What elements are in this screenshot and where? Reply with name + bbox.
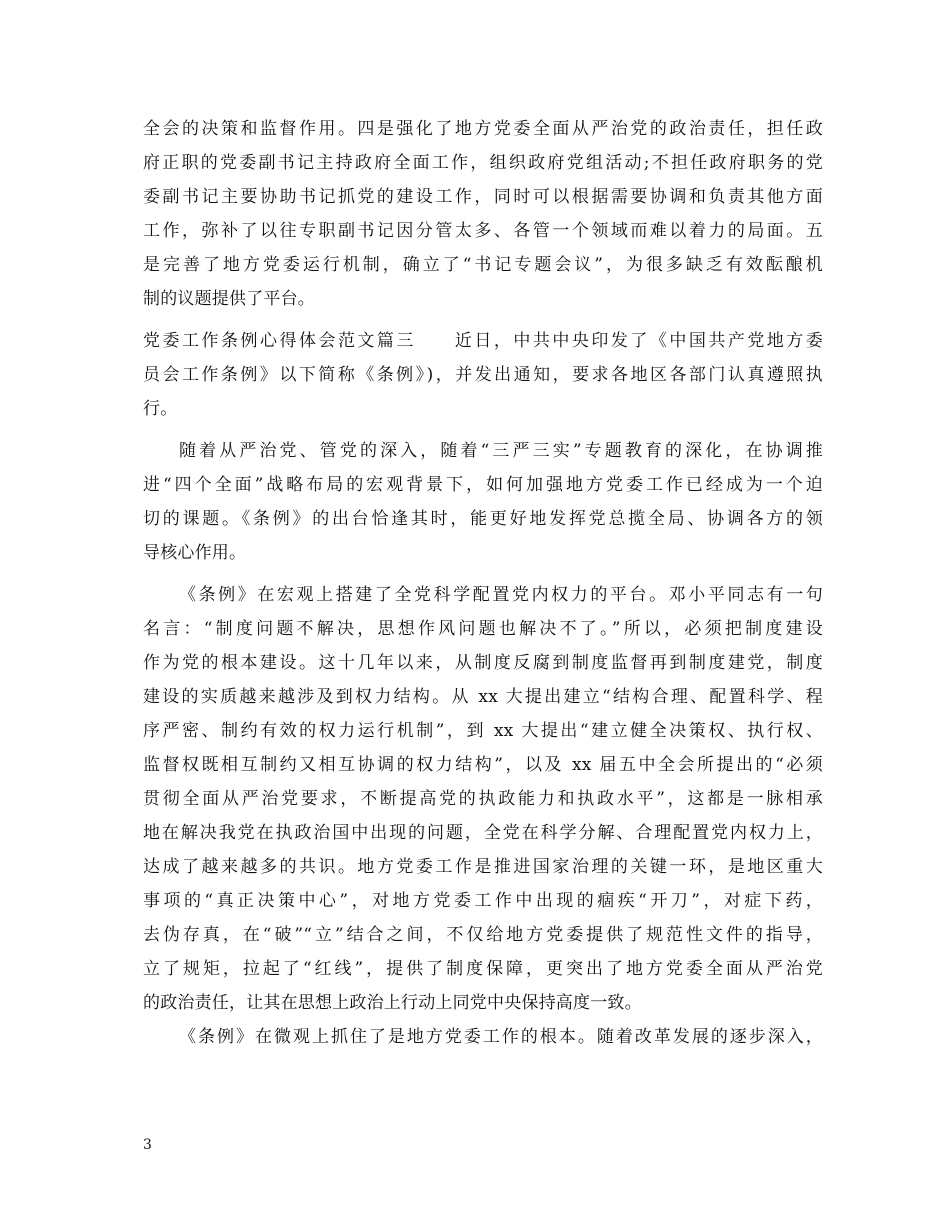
section-heading-line: 党委工作条例心得体会范文篇三 近日，中共中央印发了《中国共产党地方委 <box>143 331 823 351</box>
text-line: 制的议题提供了平台。 <box>143 289 315 309</box>
text-line: 导核心作用。 <box>143 543 247 563</box>
text-line: 贯彻全面从严治党要求，不断提高党的执政能力和执政水平”，这都是一脉相承 <box>143 789 823 809</box>
text-line: 作为党的根本建设。这十几年以来，从制度反腐到制度监督再到制度建党，制度 <box>143 653 823 673</box>
paragraph-first-line: 《条例》在微观上抓住了是地方党委工作的根本。随着改革发展的逐步深入， <box>179 1027 823 1047</box>
text-line: 员会工作条例》以下简称《条例》)，并发出通知，要求各地区各部门认真遵照执 <box>143 365 823 385</box>
text-line: 工作，弥补了以往专职副书记因分管太多、各管一个领域而难以着力的局面。五 <box>143 221 823 241</box>
paragraph-first-line: 《条例》在宏观上搭建了全党科学配置党内权力的平台。邓小平同志有一句 <box>179 585 823 605</box>
text-line: 监督权既相互制约又相互协调的权力结构”，以及 xx 届五中全会所提出的“必须 <box>143 755 823 775</box>
text-line: 事项的“真正决策中心”，对地方党委工作中出现的痼疾“开刀”，对症下药， <box>143 891 823 911</box>
text-line: 委副书记主要协助书记抓党的建设工作，同时可以根据需要协调和负责其他方面 <box>143 187 823 207</box>
text-line: 进“四个全面”战略布局的宏观背景下，如何加强地方党委工作已经成为一个迫 <box>143 475 823 495</box>
text-line: 地在解决我党在执政治国中出现的问题，全党在科学分解、合理配置党内权力上， <box>143 823 823 843</box>
text-line: 达成了越来越多的共识。地方党委工作是推进国家治理的关键一环，是地区重大 <box>143 857 823 877</box>
text-line: 府正职的党委副书记主持政府全面工作，组织政府党组活动;不担任政府职务的党 <box>143 153 823 173</box>
text-line: 名言：“制度问题不解决，思想作风问题也解决不了。”所以，必须把制度建设 <box>143 619 823 639</box>
text-line: 的政治责任，让其在思想上政治上行动上同党中央保持高度一致。 <box>143 993 642 1013</box>
text-line: 序严密、制约有效的权力运行机制”，到 xx 大提出“建立健全决策权、执行权、 <box>143 721 823 741</box>
page-number: 3 <box>143 1137 152 1153</box>
text-line: 是完善了地方党委运行机制，确立了“书记专题会议”，为很多缺乏有效酝酿机 <box>143 255 823 275</box>
text-line: 建设的实质越来越涉及到权力结构。从 xx 大提出建立“结构合理、配置科学、程 <box>143 687 823 707</box>
text-line: 全会的决策和监督作用。四是强化了地方党委全面从严治党的政治责任，担任政 <box>143 119 823 139</box>
text-line: 行。 <box>143 399 178 419</box>
text-line: 切的课题。《条例》的出台恰逢其时，能更好地发挥党总揽全局、协调各方的领 <box>143 509 823 529</box>
text-line: 立了规矩，拉起了“红线”，提供了制度保障，更突出了地方党委全面从严治党 <box>143 959 823 979</box>
text-line: 去伪存真，在“破”“立”结合之间，不仅给地方党委提供了规范性文件的指导， <box>143 925 823 945</box>
paragraph-first-line: 随着从严治党、管党的深入，随着“三严三实”专题教育的深化，在协调推 <box>179 441 823 461</box>
